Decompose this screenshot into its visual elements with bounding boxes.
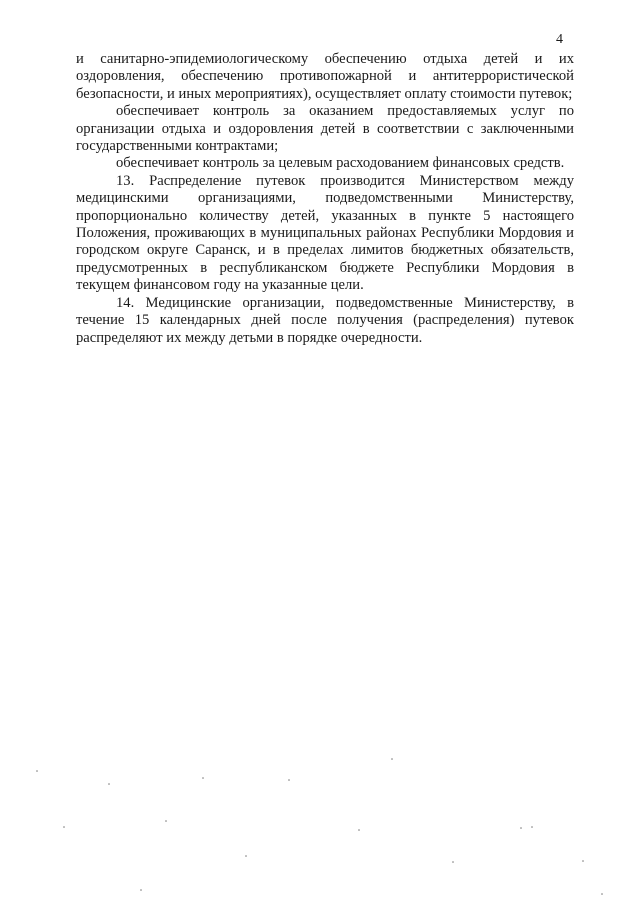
paragraph-funds-control: обеспечивает контроль за целевым расходованием финансовых средств.: [116, 155, 565, 172]
paragraph-contract-control: обеспечивает контроль за оказанием предоставляемых услуг по организации отдыха и оздоровления детей в соответствии с заключенными государственными контрактами;: [76, 103, 574, 155]
paragraph-item-13: 13. Распределение путевок производится Министерством между медицинскими организациями, подведомственными Министерству, пропорционально количеству детей, указанных в пункте 5 настоящего Положения, проживающих в муниципальных районах Республики Мордовия и городском округе Саранск, и в пределах лимитов бюджетных обязательств, предусмотренных в республиканском бюджете Республики Мордовия в текущем финансовом году на указанные цели.: [76, 172, 574, 294]
paragraph-continuation: и санитарно-эпидемиологическому обеспечению отдыха детей и их оздоровления, обеспечению противопожарной и антитеррористической безопасности, и иных мероприятиях), осуществляет оплату стоимости путевок;: [76, 51, 574, 102]
paragraph-item-14: 14. Медицинские организации, подведомственные Министерству, в течение 15 календарных дней после получения (распределения) путевок распределяют их между детьми в порядке очередности.: [76, 294, 574, 346]
document-body: [76, 51, 574, 347]
page-number: 4: [556, 32, 563, 47]
